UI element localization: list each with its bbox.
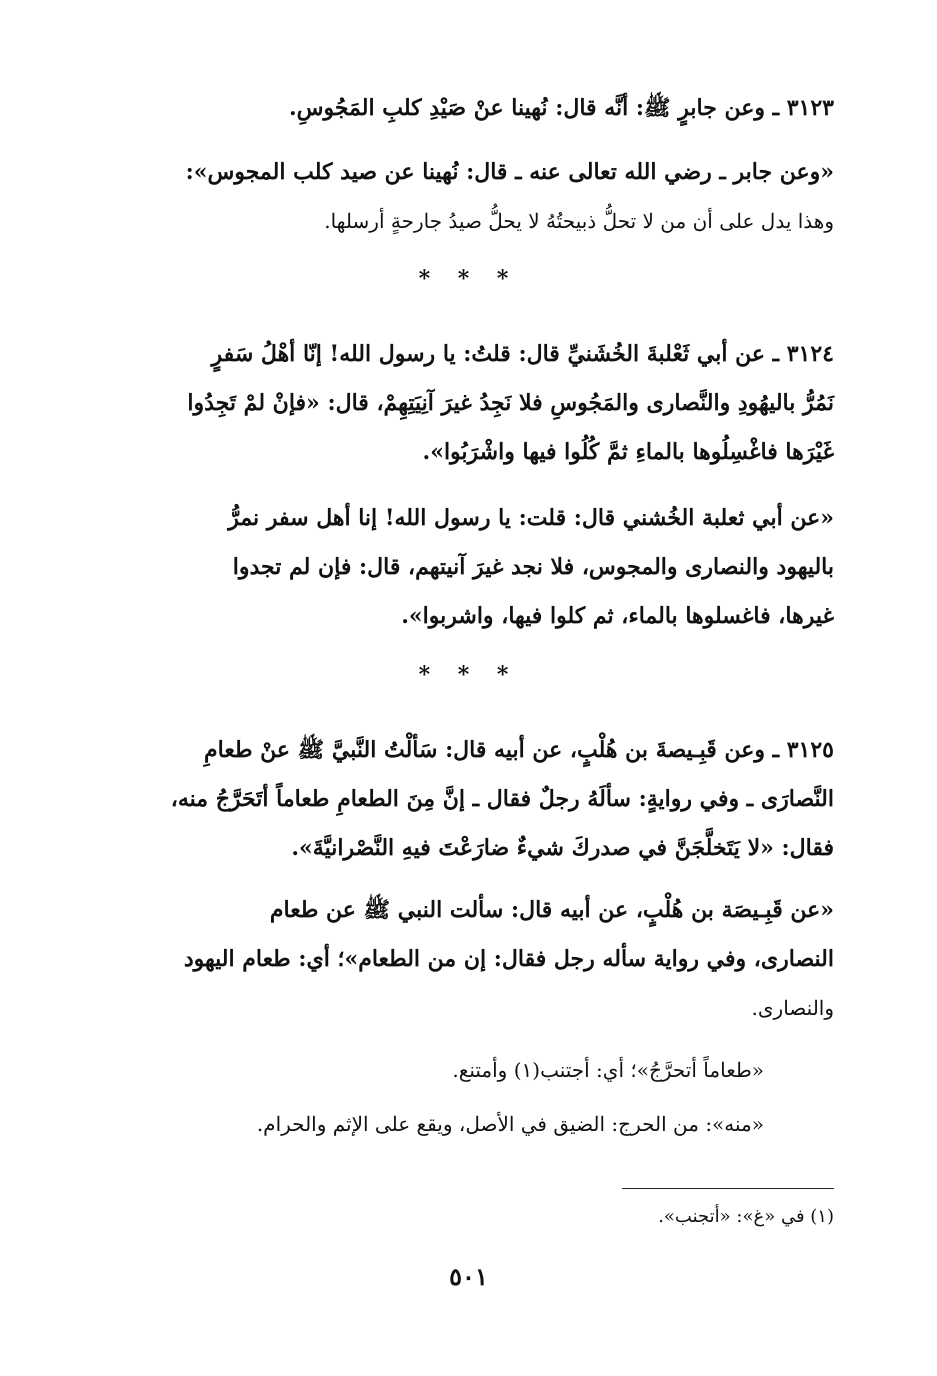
commentary-3125 <box>118 886 834 1033</box>
text-line: وهذا يدل على أن من لا تحلُّ ذبيحتُهُ لا يحلُّ صيدُ جارحةٍ أرسلها. <box>324 209 834 233</box>
section-separator: * * * <box>418 662 519 688</box>
text-line: غيرها، فاغسلوها بالماء، ثم كلوا فيها، واشربوا». <box>401 603 834 629</box>
text-line: والنصارى. <box>751 996 834 1020</box>
text-line: باليهود والنصارى والمجوس، فلا نجد غيرَ آنيتهم، قال: فإن لم تجدوا <box>232 554 834 580</box>
section-separator: * * * <box>418 266 519 292</box>
text-line: فقال: «لا يَتَخلَّجَنَّ في صدركَ شيءٌ ضارَعْتَ فيهِ النَّصْرانيَّةَ». <box>291 835 834 861</box>
hadith-3125 <box>118 726 834 873</box>
text-line: «وعن جابر ـ رضي الله تعالى عنه ـ قال: نُهينا عن صيد كلب المجوس»: <box>185 159 834 185</box>
page-number: ٥٠١ <box>449 1262 488 1291</box>
gloss-line <box>118 1100 834 1149</box>
text-line: ٣١٢٣ ـ وعن جابرٍ ﷺ: أنَّه قال: نُهينا عنْ صَيْدِ كلبِ المَجُوسِ. <box>288 95 834 121</box>
gloss-line <box>118 1046 834 1095</box>
footnote-divider <box>622 1188 834 1189</box>
hadith-3123 <box>118 84 834 133</box>
footnote: (١) في «غ»: «أتجنب». <box>658 1206 834 1227</box>
text-line: غَيْرَها فاغْسِلُوها بالماءِ ثمَّ كُلُوا فيها واشْرَبُوا». <box>422 439 834 465</box>
commentary-3123 <box>118 148 834 246</box>
text-line: النصارى، وفي رواية سأله رجل فقال: إن من الطعام»؛ أي: طعام اليهود <box>183 946 834 972</box>
text-line: «طعاماً أتحرَّجُ»؛ أي: أجتنب(١) وأمتنع. <box>452 1058 764 1082</box>
text-line: النَّصارَى ـ وفي روايةٍ: سألَهُ رجلٌ فقال ـ إنَّ مِنَ الطعامِ طعاماً أتَحَرَّجُ منه، <box>170 786 834 812</box>
text-line: «منه»: من الحرج: الضيق في الأصل، ويقع على الإثم والحرام. <box>256 1112 764 1136</box>
text-line: نَمُرُّ باليهُودِ والنَّصارى والمَجُوسِ فلا نَجِدُ غيرَ آنِيَتِهِمْ، قال: «فإنْ لمْ تَجِدُوا <box>187 390 834 416</box>
text-line: «عن قَبِـيصَة بن هُلْبٍ، عن أبيه قال: سألت النبي ﷺ عن طعام <box>269 897 834 923</box>
text-line: ٣١٢٤ ـ عن أبي ثَعْلبةَ الخُشَنيِّ قال: قلتُ: يا رسول الله! إنّا أهْلُ سَفرٍ <box>211 341 834 367</box>
text-line: ٣١٢٥ ـ وعن قَبِـيصةَ بن هُلْبٍ، عن أبيه قال: سَألْتُ النَّبيَّ ﷺ عنْ طعامِ <box>204 737 834 763</box>
commentary-3124 <box>118 494 834 641</box>
hadith-3124 <box>118 330 834 477</box>
text-line: «عن أبي ثعلبة الخُشني قال: قلت: يا رسول الله! إنا أهل سفر نمرُّ <box>228 505 834 531</box>
